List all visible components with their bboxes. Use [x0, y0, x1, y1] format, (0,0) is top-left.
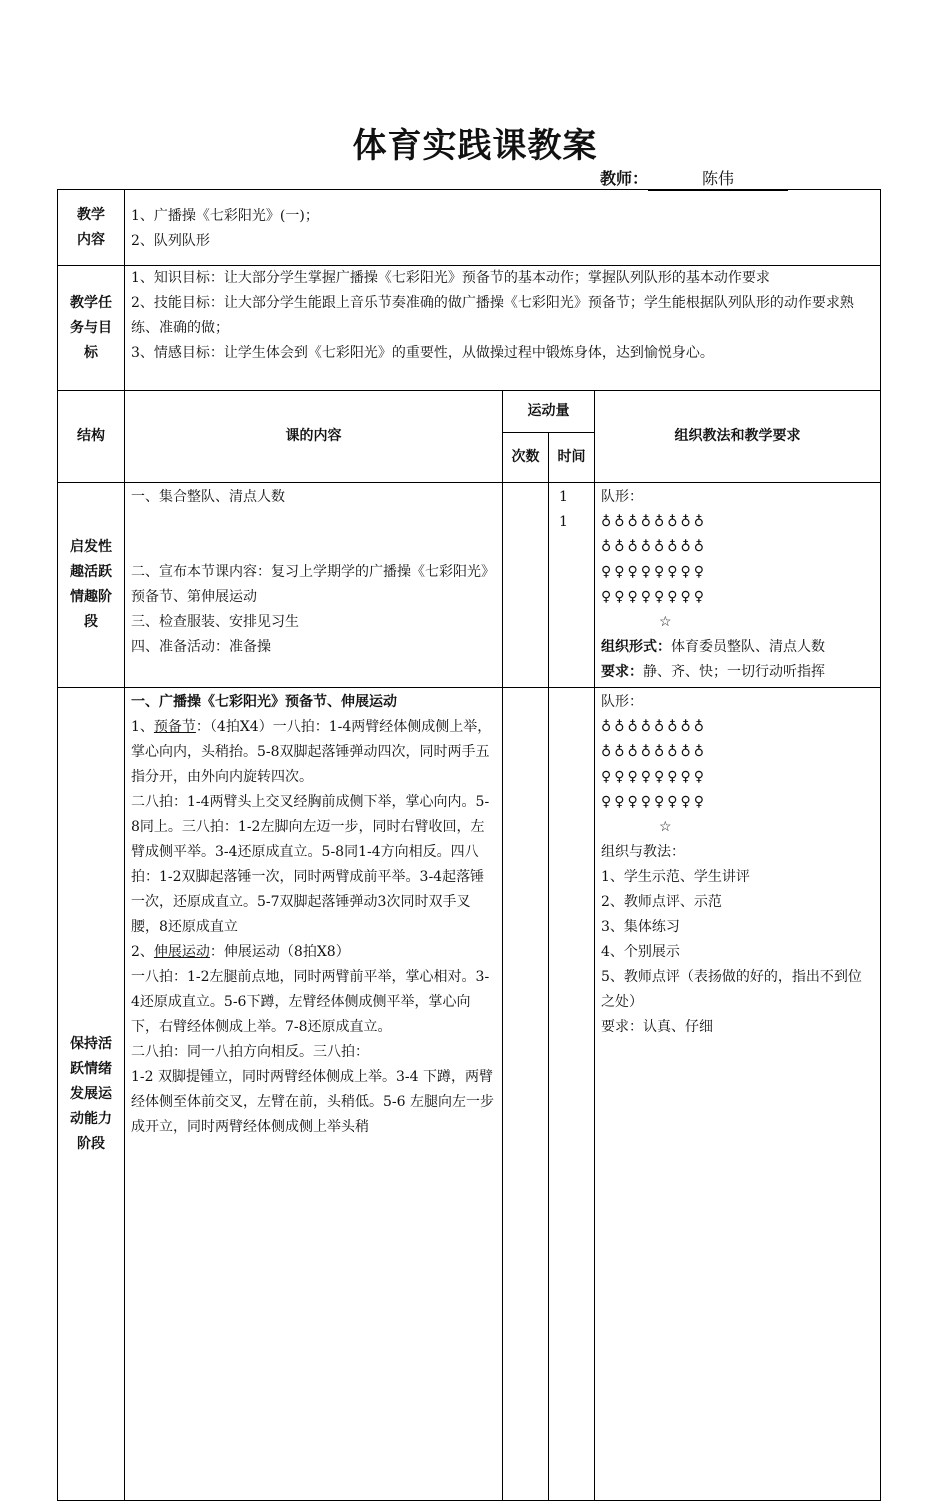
formation-label: 队形：	[601, 694, 643, 710]
stage2-paragraph: 1-2 双脚提锺立，同时两臂经体侧成上举。3-4 下蹲，两臂经体侧至体前交叉，左臂在前，头稍低。5-6 左腿向左一步成开立，同时两臂经体侧成侧上举头稍	[131, 1069, 494, 1135]
p1-link: 预备节	[153, 719, 196, 735]
teacher-line	[600, 166, 788, 191]
stage2-times	[503, 688, 549, 1501]
method-item: 5、教师点评（表扬做的好的，指出不到位之处）	[601, 969, 862, 1010]
goal-item: 3、情感目标：让学生体会到《七彩阳光》的重要性，从做操过程中锻炼身体，达到愉悦身心。	[131, 345, 714, 361]
p3-prefix: 2、	[131, 944, 154, 960]
header-structure: 结构	[58, 391, 125, 483]
p3-link: 伸展运动	[153, 944, 210, 960]
lesson-plan-table	[57, 189, 881, 1501]
org-label: 组织形式：	[601, 639, 671, 655]
boy-row: ♁♁♁♁♁♁♁♁	[601, 539, 708, 555]
p1-prefix: 1、	[131, 719, 154, 735]
content-label: 教学内容	[58, 190, 125, 266]
boy-row: ♁♁♁♁♁♁♁♁	[601, 744, 708, 760]
stage2-paragraph: 一八拍：1-2左腿前点地，同时两臂前平举，掌心相对。3-4还原成直立。5-6下蹲，左臂经体侧成侧平举，掌心向下，右臂经体侧成上举。7-8还原成直立。	[131, 969, 490, 1035]
method-item: 4、个别展示	[601, 944, 680, 960]
stage1-duration: 1	[559, 514, 568, 530]
goals-label: 教学任务与目标	[58, 266, 125, 391]
girl-row: ♀♀♀♀♀♀♀♀	[601, 769, 708, 785]
stage1-content	[125, 483, 503, 688]
header-times: 次数	[503, 433, 549, 483]
stage1-item: 二、宣布本节课内容：复习上学期学的广播操《七彩阳光》预备节、第伸展运动	[131, 564, 495, 605]
boy-row: ♁♁♁♁♁♁♁♁	[601, 719, 708, 735]
stage1-name: 启发性趣活跃情趣阶段	[58, 483, 125, 688]
teacher-star-icon: ☆	[659, 819, 672, 835]
girl-row: ♀♀♀♀♀♀♀♀	[601, 794, 708, 810]
stage1-method	[595, 483, 881, 688]
org-text: 体育委员整队、清点人数	[671, 639, 825, 655]
page-title: 体育实践课教案	[352, 126, 598, 166]
teacher-label: 教师：	[600, 169, 649, 188]
p1-text: ：（4拍X4）一八拍：1-4两臂经体侧成侧上举，掌心向内，头稍抬。5-8双脚起落锤弹动四次，同时两手五指分开，由外向内旋转四次。	[131, 719, 492, 785]
goal-item: 2、技能目标：让大部分学生能跟上音乐节奏准确的做广播操《七彩阳光》预备节；学生能根据队列队形的动作要求熟练、准确的做；	[131, 295, 854, 336]
header-method: 组织教法和教学要求	[595, 391, 881, 483]
req-text: 静、齐、快；一切行动听指挥	[643, 664, 825, 680]
method-label: 组织与教法：	[601, 844, 685, 860]
content-cell	[125, 190, 881, 266]
method-item: 3、集体练习	[601, 919, 680, 935]
method-item: 1、学生示范、学生讲评	[601, 869, 750, 885]
p3-text: ：伸展运动（8拍X8）	[209, 944, 350, 960]
header-lesson-content: 课的内容	[125, 391, 503, 483]
formation-label: 队形：	[601, 489, 643, 505]
stage2-paragraph: 二八拍：同一八拍方向相反。三八拍：	[131, 1044, 369, 1060]
requirement: 要求：认真、仔细	[601, 1019, 713, 1035]
method-item: 2、教师点评、示范	[601, 894, 722, 910]
header-load: 运动量	[503, 391, 595, 433]
stage1-duration: 1	[559, 489, 568, 505]
goals-cell	[125, 266, 881, 391]
stage2-content	[125, 688, 503, 1501]
stage1-item: 三、检查服装、安排见习生	[131, 614, 299, 630]
stage1-item: 一、集合整队、清点人数	[131, 489, 285, 505]
boy-row: ♁♁♁♁♁♁♁♁	[601, 514, 708, 530]
stage1-item: 四、准备活动：准备操	[131, 639, 271, 655]
stage2-heading: 一、广播操《七彩阳光》预备节、伸展运动	[131, 694, 397, 710]
teacher-name: 陈伟	[648, 166, 788, 191]
girl-row: ♀♀♀♀♀♀♀♀	[601, 564, 708, 580]
goal-item: 1、知识目标：让大部分学生掌握广播操《七彩阳光》预备节的基本动作；掌握队列队形的基本动作要求	[131, 270, 770, 286]
teacher-star-icon: ☆	[659, 614, 672, 630]
stage2-paragraph: 二八拍：1-4两臂头上交叉经胸前成侧下举，掌心向内。5-8同上。三八拍：1-2左脚向左迈一步，同时右臂收回，左臂成侧平举。3-4还原成直立。5-8同1-4方向相反。四八拍：1-2双脚起落锤一次，同时两臂成前平举。3-4起落锤一次，还原成直立。5-7双脚起落锤弹动3次同时双手叉腰，8还原成直立	[131, 794, 490, 935]
stage1-durations	[549, 483, 595, 688]
req-label: 要求：	[601, 664, 643, 680]
stage2-durations	[549, 688, 595, 1501]
stage2-name: 保持活跃情绪发展运动能力阶段	[58, 688, 125, 1501]
stage1-times	[503, 483, 549, 688]
content-item: 1、广播操《七彩阳光》(一)；	[131, 208, 319, 224]
girl-row: ♀♀♀♀♀♀♀♀	[601, 589, 708, 605]
stage2-method	[595, 688, 881, 1501]
header-duration: 时间	[549, 433, 595, 483]
content-item: 2、队列队形	[131, 233, 210, 249]
